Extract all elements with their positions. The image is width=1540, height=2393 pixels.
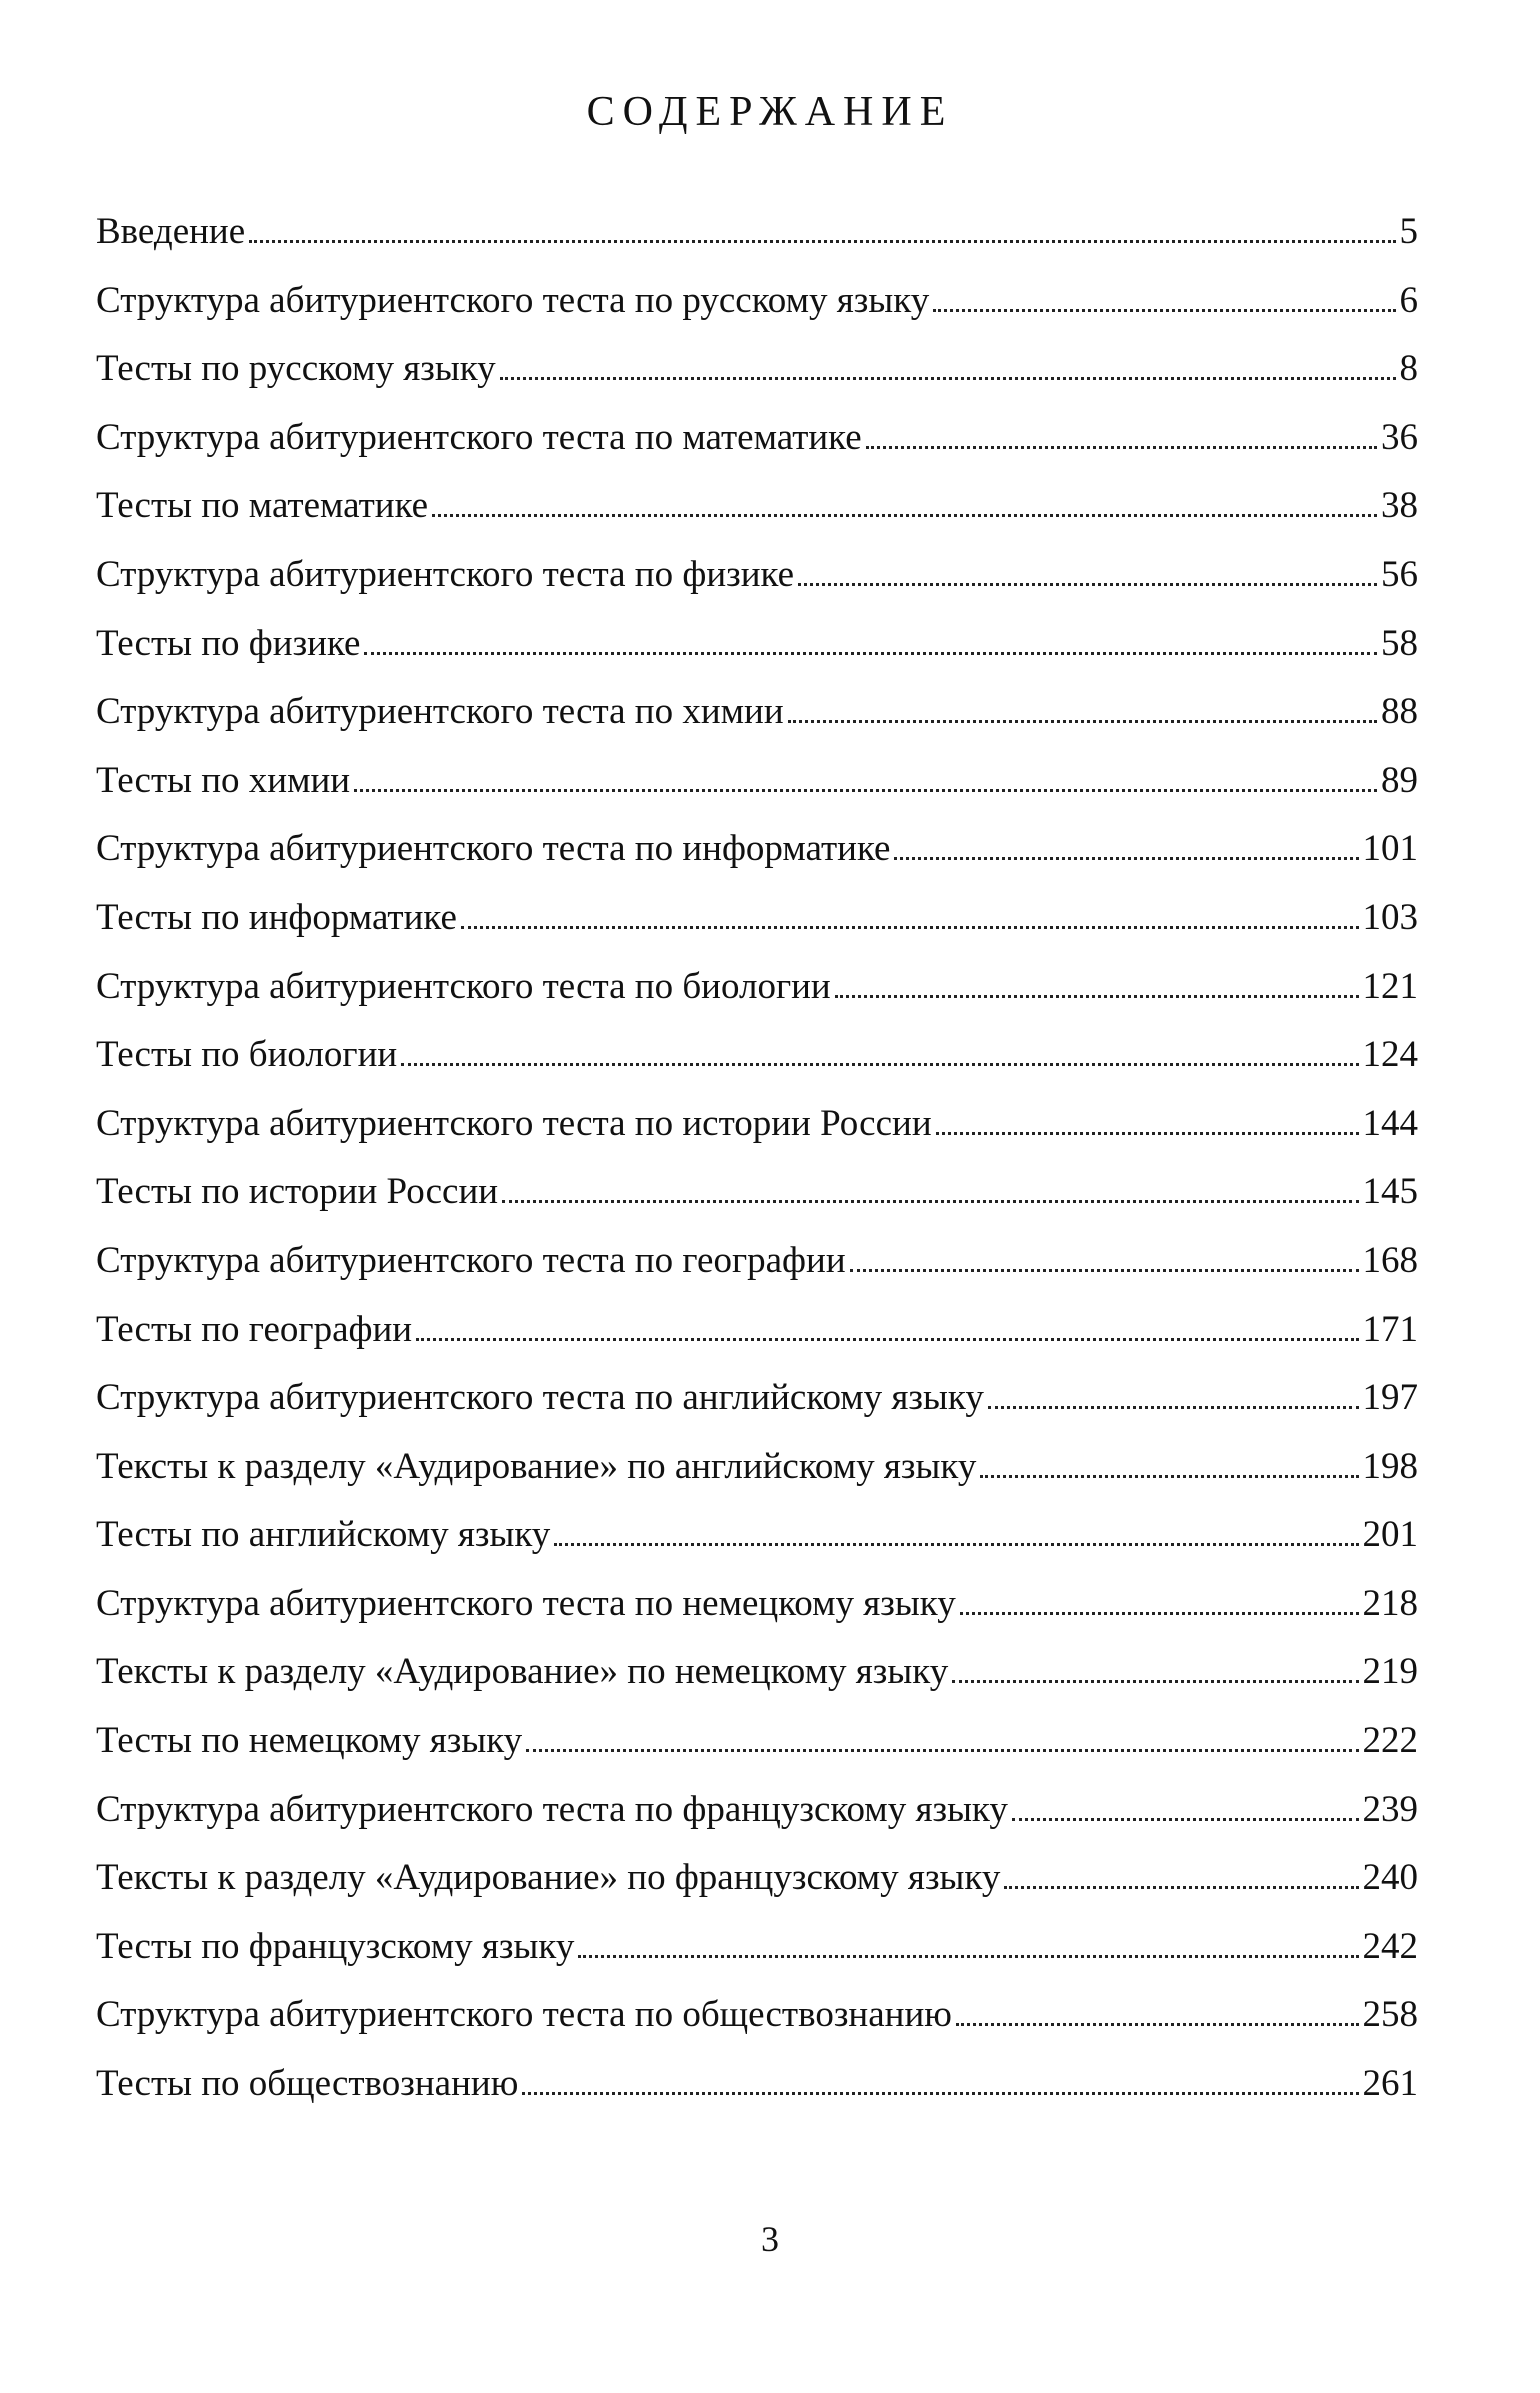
dot-leader (894, 857, 1358, 860)
toc-entry-page: 197 (1362, 1377, 1418, 1419)
toc-entry-page: 144 (1362, 1102, 1418, 1144)
toc-entry-page: 218 (1362, 1582, 1418, 1624)
page-title: СОДЕРЖАНИЕ (586, 89, 954, 135)
toc-entry[interactable] (96, 404, 1418, 473)
dot-leader (850, 1269, 1359, 1272)
dot-leader (416, 1338, 1358, 1341)
toc-entry[interactable] (96, 541, 1418, 610)
page-number: 3 (761, 2219, 779, 2259)
toc-entry-page: 239 (1362, 1788, 1418, 1830)
toc-entry-page: 261 (1362, 2063, 1418, 2105)
toc-entry-label: Тесты по химии (96, 759, 351, 801)
toc-entry-label: Тесты по географии (96, 1308, 413, 1350)
toc-entry-label: Тексты к разделу «Аудирование» по немецкому языку (96, 1651, 949, 1693)
toc-entry-page: 242 (1362, 1925, 1418, 1967)
toc-entry-label: Тексты к разделу «Аудирование» по французскому языку (96, 1857, 1001, 1899)
toc-entry-label: Структура абитуриентского теста по немецкому языку (96, 1582, 956, 1624)
toc-entry-label: Структура абитуриентского теста по физике (96, 553, 795, 595)
dot-leader (554, 1543, 1358, 1546)
toc-entry[interactable] (96, 2050, 1418, 2119)
toc-entry-page: 198 (1362, 1445, 1418, 1487)
toc-entry-page: 103 (1362, 896, 1418, 938)
toc-entry-page: 8 (1399, 348, 1418, 390)
dot-leader (502, 1200, 1358, 1203)
dot-leader (952, 1680, 1358, 1683)
toc-entry-label: Структура абитуриентского теста по французскому языку (96, 1788, 1008, 1830)
toc-entry[interactable] (96, 678, 1418, 747)
dot-leader (956, 2023, 1359, 2026)
toc-entry[interactable] (96, 1090, 1418, 1159)
toc-entry-page: 201 (1362, 1514, 1418, 1556)
table-of-contents (96, 198, 1418, 2119)
toc-entry[interactable] (96, 1981, 1418, 2050)
toc-entry-label: Структура абитуриентского теста по русскому языку (96, 279, 930, 321)
toc-entry-page: 222 (1362, 1720, 1418, 1762)
toc-entry[interactable] (96, 335, 1418, 404)
toc-entry-page: 5 (1399, 211, 1418, 252)
toc-entry-label: Тесты по математике (96, 485, 429, 527)
toc-entry[interactable] (96, 1433, 1418, 1502)
toc-entry[interactable] (96, 1776, 1418, 1845)
toc-entry[interactable] (96, 884, 1418, 953)
toc-entry-label: Тесты по обществознанию (96, 2063, 519, 2105)
toc-entry-label: Структура абитуриентского теста по истории России (96, 1102, 932, 1144)
toc-entry-label: Тесты по истории России (96, 1171, 499, 1213)
dot-leader (1004, 1886, 1358, 1889)
toc-entry-label: Тесты по английскому языку (96, 1514, 551, 1556)
toc-entry[interactable] (96, 747, 1418, 816)
toc-entry-label: Тесты по информатике (96, 896, 457, 938)
toc-entry[interactable] (96, 1501, 1418, 1570)
toc-entry-page: 171 (1362, 1308, 1418, 1350)
dot-leader (522, 2092, 1358, 2095)
toc-entry-page: 219 (1362, 1651, 1418, 1693)
toc-entry-page: 89 (1381, 759, 1418, 801)
dot-leader (866, 446, 1377, 449)
toc-entry-label: Структура абитуриентского теста по биологии (96, 965, 831, 1007)
toc-entry[interactable] (96, 1913, 1418, 1982)
toc-entry-label: Структура абитуриентского теста по химии (96, 691, 784, 733)
dot-leader (432, 514, 1377, 517)
toc-entry-page: 38 (1381, 485, 1418, 527)
toc-entry-page: 168 (1362, 1239, 1418, 1281)
toc-entry-label: Структура абитуриентского теста по обществознанию (96, 1994, 952, 2036)
toc-entry[interactable] (96, 1707, 1418, 1776)
toc-entry[interactable] (96, 1844, 1418, 1913)
toc-entry-label: Структура абитуриентского теста по информатике (96, 828, 891, 870)
toc-entry[interactable] (96, 1158, 1418, 1227)
dot-leader (401, 1063, 1358, 1066)
toc-entry[interactable] (96, 1364, 1418, 1433)
toc-entry-page: 145 (1362, 1171, 1418, 1213)
toc-entry[interactable] (96, 1638, 1418, 1707)
toc-entry-label: Структура абитуриентского теста по географии (96, 1239, 846, 1281)
dot-leader (354, 789, 1377, 792)
dot-leader (249, 240, 1395, 243)
toc-entry-label: Тесты по биологии (96, 1034, 398, 1076)
toc-entry[interactable] (96, 267, 1418, 336)
toc-entry-page: 6 (1399, 279, 1418, 321)
toc-entry-page: 240 (1362, 1857, 1418, 1899)
toc-entry-label: Тесты по русскому языку (96, 348, 496, 390)
toc-entry-label: Введение (96, 211, 246, 252)
toc-entry-page: 121 (1362, 965, 1418, 1007)
toc-entry-label: Тексты к разделу «Аудирование» по английскому языку (96, 1445, 977, 1487)
dot-leader (461, 926, 1359, 929)
dot-leader (798, 583, 1377, 586)
toc-entry-label: Тесты по французскому языку (96, 1925, 575, 1967)
toc-entry-label: Тесты по физике (96, 622, 361, 664)
dot-leader (980, 1475, 1358, 1478)
dot-leader (960, 1612, 1359, 1615)
dot-leader (936, 1132, 1359, 1135)
dot-leader (578, 1955, 1358, 1958)
toc-entry[interactable] (96, 1021, 1418, 1090)
toc-entry-label: Структура абитуриентского теста по английскому языку (96, 1377, 984, 1419)
toc-entry-label: Тесты по немецкому языку (96, 1720, 523, 1762)
dot-leader (835, 995, 1359, 998)
toc-entry-page: 36 (1381, 416, 1418, 458)
dot-leader (1012, 1818, 1359, 1821)
toc-entry-page: 88 (1381, 691, 1418, 733)
toc-entry-page: 101 (1362, 828, 1418, 870)
toc-entry[interactable] (96, 610, 1418, 679)
toc-entry-page: 58 (1381, 622, 1418, 664)
dot-leader (788, 720, 1377, 723)
dot-leader (988, 1406, 1359, 1409)
dot-leader (500, 377, 1396, 380)
toc-entry[interactable] (96, 953, 1418, 1022)
toc-entry[interactable] (96, 472, 1418, 541)
toc-entry-page: 258 (1362, 1994, 1418, 2036)
dot-leader (526, 1749, 1358, 1752)
toc-entry[interactable] (96, 1570, 1418, 1639)
toc-entry[interactable] (96, 815, 1418, 884)
toc-entry-page: 56 (1381, 553, 1418, 595)
toc-entry-label: Структура абитуриентского теста по математике (96, 416, 862, 458)
toc-entry[interactable] (96, 198, 1418, 267)
toc-entry-page: 124 (1362, 1034, 1418, 1076)
dot-leader (933, 309, 1395, 312)
toc-entry[interactable] (96, 1296, 1418, 1365)
toc-entry[interactable] (96, 1227, 1418, 1296)
dot-leader (364, 652, 1377, 655)
